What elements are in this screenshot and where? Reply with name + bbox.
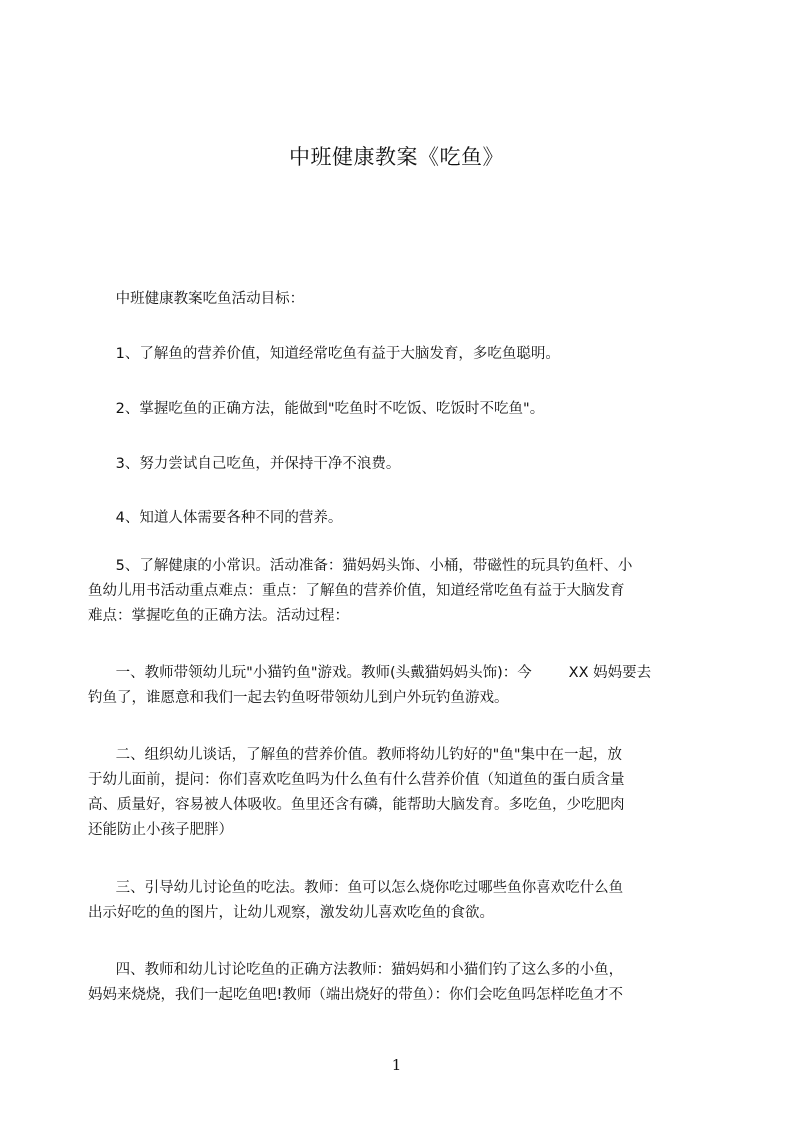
paragraph-line: 二、组织幼儿谈话，了解鱼的营养价值。教师将幼儿钓好的"鱼"集中在一起，放 [88,747,622,763]
paragraph-goal-4 [88,506,708,531]
paragraph-goal-5-preparation [88,554,708,629]
paragraph-line: 2、掌握吃鱼的正确方法，能做到"吃鱼时不吃饭、吃饭时不吃鱼"。 [88,401,545,417]
paragraph-line: 3、努力尝试自己吃鱼，并保持干净不浪费。 [88,456,401,472]
paragraph-line: 三、引导幼儿讨论鱼的吃法。教师：鱼可以怎么烧你吃过哪些鱼你喜欢吃什么鱼 [88,880,624,896]
paragraph-line: 鱼幼儿用书活动重点难点：重点：了解鱼的营养价值，知道经常吃鱼有益于大脑发育 [88,583,625,599]
paragraph-line: 一、教师带领幼儿玩"小猫钓鱼"游戏。教师(头戴猫妈妈头饰)：今 XX 妈妈要去 [88,665,652,681]
paragraph-step-3 [88,876,708,926]
paragraph-line: 4、知道人体需要各种不同的营养。 [88,510,343,526]
paragraph-step-2 [88,743,708,843]
paragraph-step-1 [88,661,708,711]
paragraph-line: 钓鱼了，谁愿意和我们一起去钓鱼呀带领幼儿到户外玩钓鱼游戏。 [88,690,509,706]
paragraph-line: 难点：掌握吃鱼的正确方法。活动过程： [88,608,349,624]
paragraph-line: 妈妈来烧烧，我们一起吃鱼吧!教师（端出烧好的带鱼）：你们会吃鱼吗怎样吃鱼才不 [88,987,624,1003]
page-number: 1 [391,1056,402,1074]
paragraph-goal-3 [88,452,708,477]
document-title: 中班健康教案《吃鱼》 [289,145,504,169]
paragraph-step-4 [88,958,708,1008]
paragraph-line: 还能防止小孩子肥胖） [88,822,233,838]
paragraph-goal-1 [88,342,708,367]
paragraph-line: 中班健康教案吃鱼活动目标： [88,291,305,307]
paragraph-line: 出示好吃的鱼的图片，让幼儿观察，激发幼儿喜欢吃鱼的食欲。 [88,905,494,921]
paragraph-line: 四、教师和幼儿讨论吃鱼的正确方法教师：猫妈妈和小猫们钓了这么多的小鱼， [88,962,624,978]
paragraph-line: 于幼儿面前，提问：你们喜欢吃鱼吗为什么鱼有什么营养价值（知道鱼的蛋白质含量 [88,772,625,788]
paragraph-objectives-heading [88,287,708,312]
paragraph-line: 5、了解健康的小常识。活动准备：猫妈妈头饰、小桶，带磁性的玩具钓鱼杆、小 [88,558,633,574]
paragraph-goal-2 [88,397,708,422]
paragraph-line: 1、了解鱼的营养价值，知道经常吃鱼有益于大脑发育，多吃鱼聪明。 [88,346,560,362]
paragraph-line: 高、质量好，容易被人体吸收。鱼里还含有磷，能帮助大脑发育。多吃鱼，少吃肥肉 [88,797,625,813]
